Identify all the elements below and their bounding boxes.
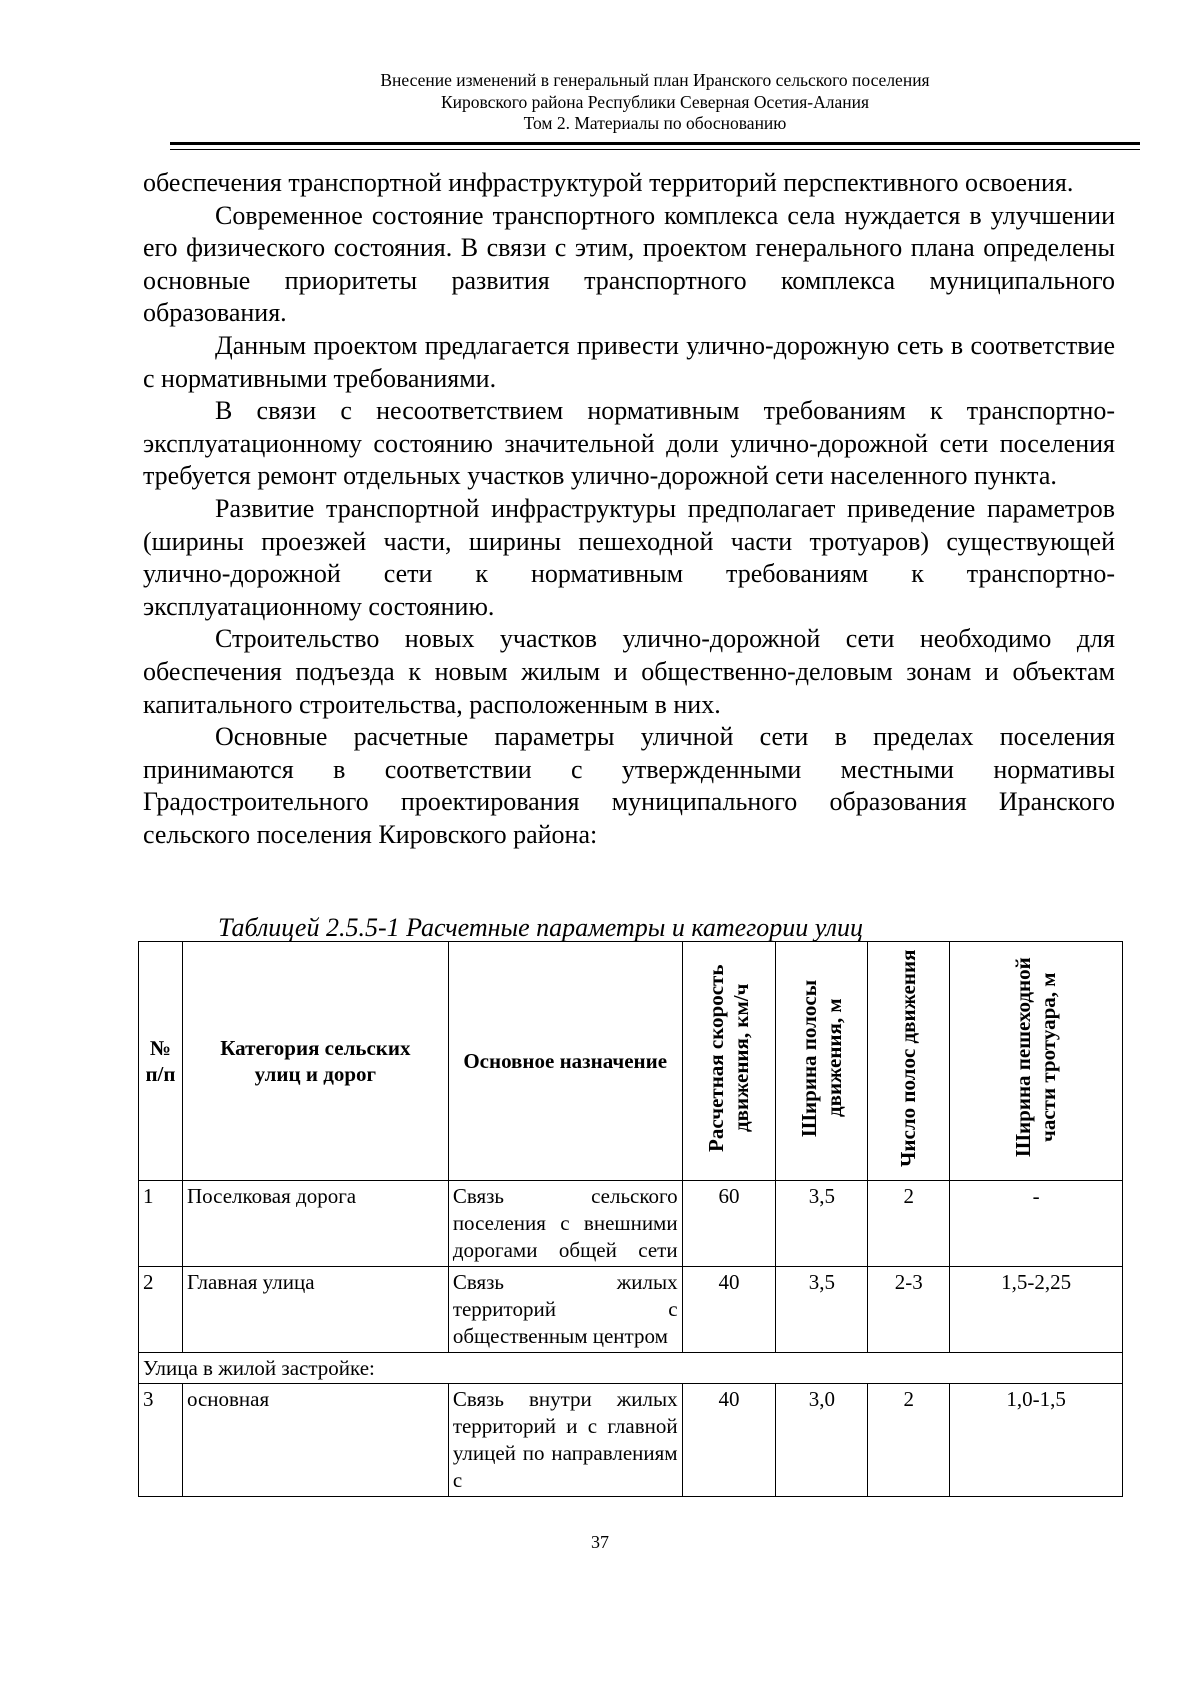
header-line-2: Кировского района Республики Северная Осетия-Алания (440, 91, 870, 112)
header-purpose-label: Основное назначение (463, 1049, 668, 1073)
paragraph: Развитие транспортной инфраструктуры предполагает приведение параметров (ширины проезжей части, ширины пешеходной части тротуаров) существующей улично-дорожной сети к нормативным требованиям к транспортно-эксплуатационному состоянию. (143, 493, 1115, 621)
header-rule-thick (170, 142, 1140, 145)
cell-purpose: Связь сельского поселения с внешними дорогами общей сети (448, 1181, 682, 1267)
table-row (139, 1267, 1123, 1353)
header-num-label: № п/п (145, 1036, 176, 1086)
cell-sidewalk: 1,5-2,25 (950, 1267, 1123, 1353)
page-number: 37 (591, 1532, 609, 1552)
cell-lane-width: 3,5 (776, 1181, 868, 1267)
table-row (139, 1181, 1123, 1267)
cell-purpose: Связь жилых территорий с общественным центром (448, 1267, 682, 1353)
header-speed-label: Расчетная скорость движения, км/ч (704, 963, 754, 1152)
header-num (139, 942, 183, 1181)
document-header (170, 70, 1140, 135)
cell-num: 1 (139, 1181, 183, 1267)
header-speed (682, 942, 776, 1181)
cell-sidewalk: - (950, 1181, 1123, 1267)
header-lanes-label: Число полос движения (896, 948, 921, 1167)
header-category-label: Категория сельских улиц и дорог (220, 1036, 411, 1086)
header-lane-width-label: Ширина полосы движения, м (796, 978, 846, 1137)
header-category (182, 942, 448, 1181)
street-parameters-table (138, 941, 1123, 1497)
section-title: Улица в жилой застройке: (139, 1353, 1123, 1384)
header-line-1: Внесение изменений в генеральный план Иранского сельского поселения (380, 70, 930, 90)
cell-purpose: Связь внутри жилых территорий и с главной улицей по направлениям с (448, 1384, 682, 1497)
cell-category: основная (182, 1384, 448, 1497)
header-sidewalk (950, 942, 1123, 1181)
cell-lanes: 2 (868, 1384, 950, 1497)
paragraph: обеспечения транспортной инфраструктурой территорий перспективного освоения. (143, 168, 1074, 197)
table-section-row (139, 1353, 1123, 1384)
cell-num: 2 (139, 1267, 183, 1353)
paragraph: Современное состояние транспортного комплекса села нуждается в улучшении его физического состояния. В связи с этим, проектом генерального плана определены основные приоритеты развития транспортного комплекса муниципального образования. (143, 200, 1115, 328)
header-rule-thin (170, 149, 1140, 150)
cell-category: Поселковая дорога (182, 1181, 448, 1267)
cell-speed: 40 (682, 1267, 776, 1353)
cell-sidewalk: 1,0-1,5 (950, 1384, 1123, 1497)
paragraph: В связи с несоответствием нормативным требованиям к транспортно-эксплуатационному состоянию значительной доли улично-дорожной сети поселения требуется ремонт отдельных участков улично-дорожной сети населенного пункта. (143, 396, 1115, 491)
table-caption: Таблицей 2.5.5-1 Расчетные параметры и категории улиц (218, 913, 863, 942)
cell-lane-width: 3,5 (776, 1267, 868, 1353)
header-lane-width (776, 942, 868, 1181)
header-purpose (448, 942, 682, 1181)
header-sidewalk-label: Ширина пешеходной части тротуара, м (1011, 957, 1061, 1158)
cell-num: 3 (139, 1384, 183, 1497)
cell-lane-width: 3,0 (776, 1384, 868, 1497)
table-header-row (139, 942, 1123, 1181)
paragraph: Данным проектом предлагается привести улично-дорожную сеть в соответствие с нормативными требованиями. (143, 330, 1115, 393)
cell-category: Главная улица (182, 1267, 448, 1353)
paragraph: Основные расчетные параметры уличной сети в пределах поселения принимаются в соответствии с утвержденными местными нормативы Градостроительного проектирования муниципального образования Иранского сельского поселения Кировского района: (143, 722, 1115, 849)
cell-lanes: 2-3 (868, 1267, 950, 1353)
body-text (143, 167, 1115, 851)
header-line-3: Том 2. Материалы по обоснованию (523, 113, 787, 133)
table-row (139, 1384, 1123, 1497)
header-lanes (868, 942, 950, 1181)
cell-speed: 40 (682, 1384, 776, 1497)
cell-lanes: 2 (868, 1181, 950, 1267)
cell-speed: 60 (682, 1181, 776, 1267)
paragraph: Строительство новых участков улично-дорожной сети необходимо для обеспечения подъезда к новым жилым и общественно-деловым зонам и объектам капитального строительства, расположенным в них. (143, 624, 1115, 719)
